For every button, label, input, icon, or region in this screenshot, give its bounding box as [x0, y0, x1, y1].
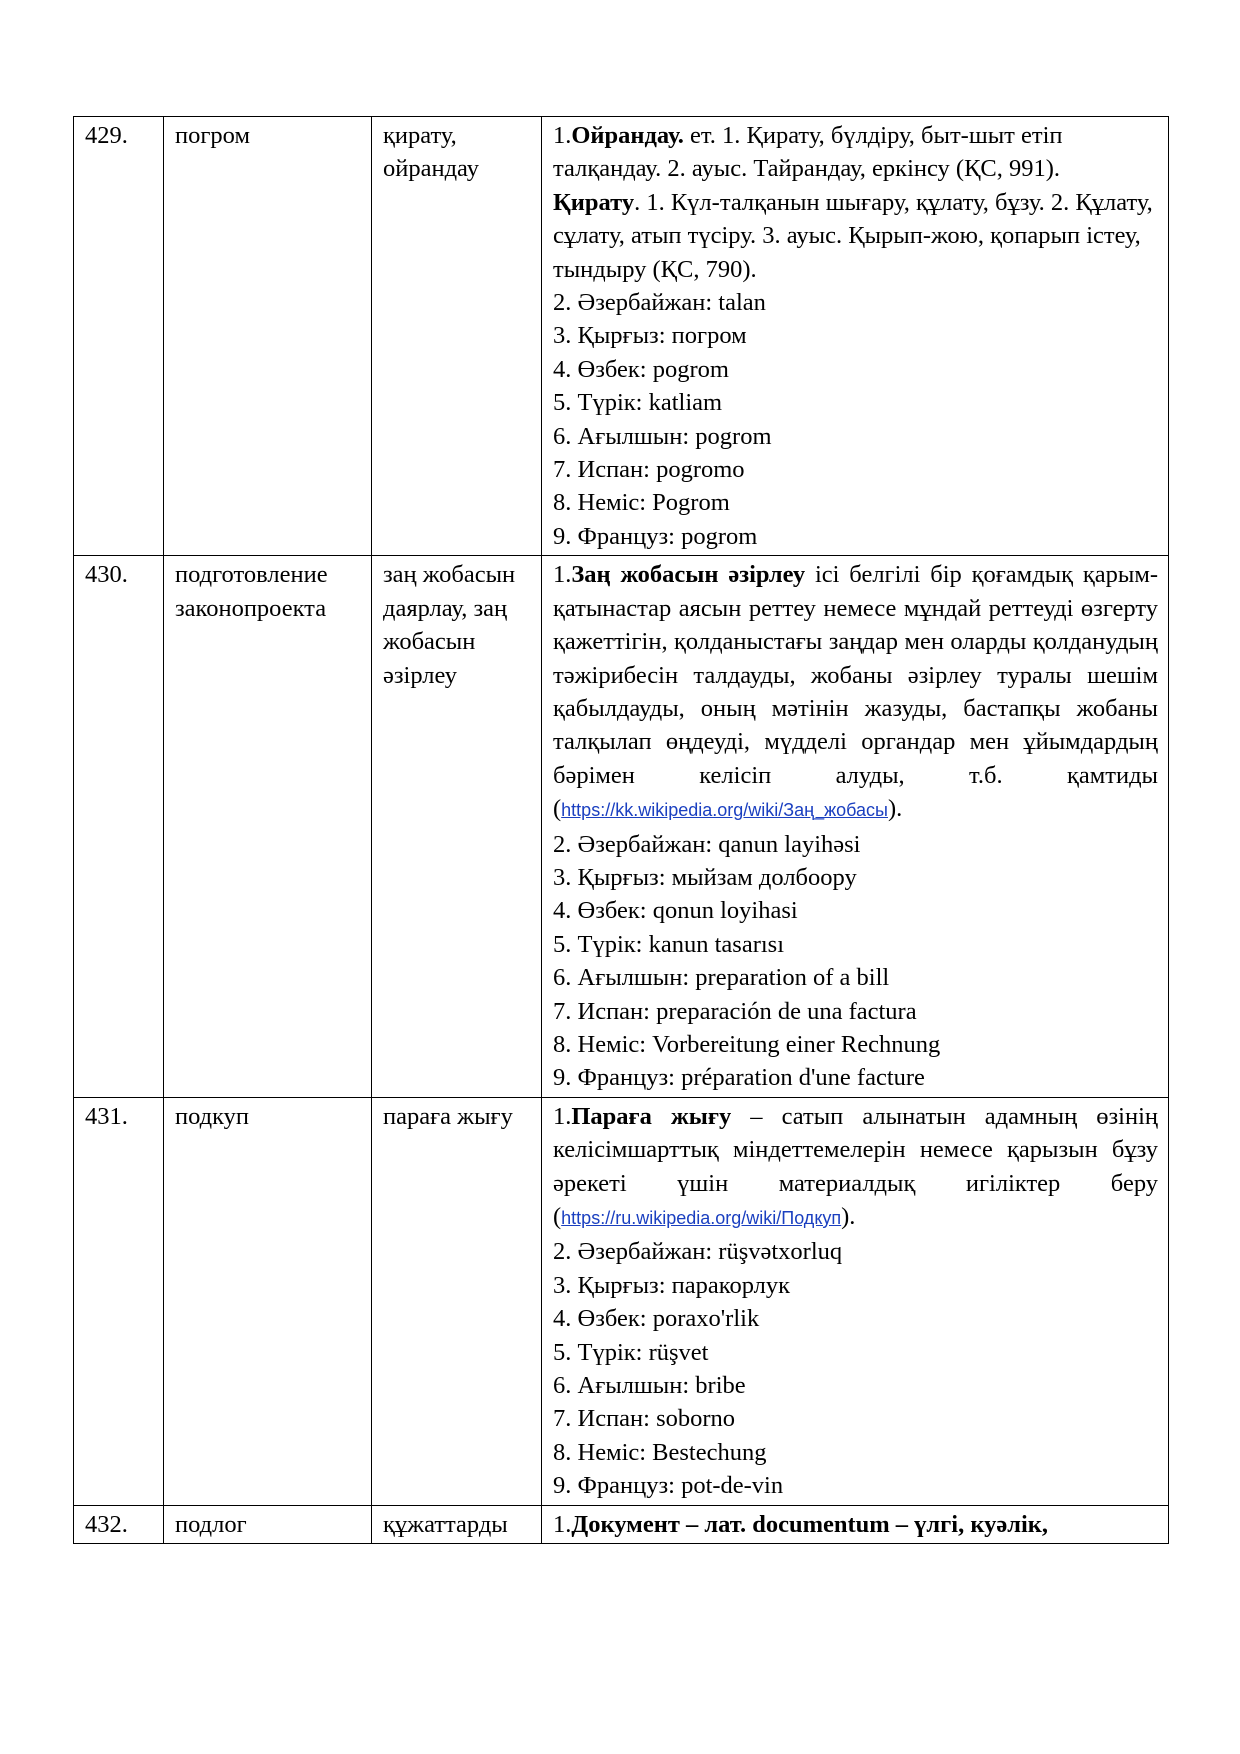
translation-line: 8. Неміс: Bestechung: [553, 1438, 767, 1466]
entry-number: 429.: [74, 117, 164, 556]
kazakh-term: заң жобасын даярлау, заң жобасын әзірлеу: [372, 556, 542, 1098]
glossary-table: [73, 116, 1169, 1544]
table-row: [74, 1097, 1169, 1505]
translation-line: 5. Түрік: katliam: [553, 389, 723, 417]
translation-line: 4. Өзбек: qonun loyihasi: [553, 897, 798, 925]
wikipedia-link[interactable]: https://kk.wikipedia.org/wiki/Заң_жобасы: [561, 800, 888, 821]
translation-line: 6. Ағылшын: pogrom: [553, 422, 772, 450]
kazakh-term: параға жығу: [372, 1097, 542, 1505]
translation-line: 9. Француз: pot-de-vin: [553, 1472, 784, 1500]
table-row: [74, 556, 1169, 1098]
entry-number: 432.: [74, 1505, 164, 1543]
russian-term: подлог: [164, 1505, 372, 1543]
entry-number: 431.: [74, 1097, 164, 1505]
translation-line: 3. Қырғыз: мыйзам долбоору: [553, 863, 857, 891]
translation-line: 2. Әзербайжан: rüşvətxorluq: [553, 1238, 843, 1266]
translation-line: 7. Испан: soborno: [553, 1405, 736, 1433]
definition-term: Ойрандау.: [571, 122, 684, 149]
definition-cell: 1.Документ – лат. documentum – үлгі, куәлік,: [542, 1505, 1169, 1543]
translation-line: 8. Неміс: Pogrom: [553, 489, 730, 517]
definition-paragraph: 1.Заң жобасын әзірлеу ісі белгілі бір қоғамдық қарым-қатынастар аясын реттеу немесе мұндай реттеуді өзгерту қажеттігін, қолданыстағы заңдар мен оларды қолданудың тәжірибесін талдауды, жобаны әзірлеу туралы шешім қабылдауды, оның мәтінін жазуды, бастапқы жобаны талқылап өңдеуді, мүдделі органдар мен ұйымдардың бәрімен келісіп алуды, т.б. қамтиды (https://kk.wikipedia.org/wiki/Заң_жобасы).: [553, 561, 1158, 823]
definition-term: Параға жығу: [571, 1102, 732, 1130]
definition-paragraph: 1.Параға жығу – сатып алынатын адамның өзінің келісімшарттық міндеттемелерін немесе қарызын бұзу әрекеті үшін материалдық игіліктер беру (https://ru.wikipedia.org/wiki/Подкуп).: [553, 1102, 1158, 1230]
translation-line: 5. Түрік: kanun tasarısı: [553, 930, 785, 958]
translation-line: 8. Неміс: Vorbereitung einer Rechnung: [553, 1030, 941, 1058]
translation-line: 7. Испан: pogromo: [553, 456, 745, 484]
wikipedia-link[interactable]: https://ru.wikipedia.org/wiki/Подкуп: [561, 1208, 842, 1228]
translation-line: 2. Әзербайжан: talan: [553, 289, 766, 317]
translation-line: 9. Француз: pogrom: [553, 522, 758, 550]
translation-line: 6. Ағылшын: preparation of a bill: [553, 964, 890, 992]
definition-term: Документ – лат. documentum – үлгі, куәлік,: [571, 1510, 1049, 1538]
kazakh-term: қирату, ойрандау: [372, 117, 542, 556]
definition-cell: [542, 1097, 1169, 1505]
translation-line: 3. Қырғыз: паракорлук: [553, 1271, 790, 1299]
definition-paragraph: 1.Ойрандау. ет. 1. Қирату, бүлдіру, быт-шыт етіп талқандау. 2. ауыс. Тайрандау, еркінсу (ҚС, 991).: [553, 122, 1063, 183]
russian-term: подготовление законопроекта: [164, 556, 372, 1098]
definition-cell: [542, 556, 1169, 1098]
definition-paragraph: Қирату. 1. Күл-талқанын шығару, құлату, бұзу. 2. Құлату, сұлату, атып түсіру. 3. ауыс. Қырып-жою, қопарып істеу, тындыру (ҚС, 790).: [553, 188, 1153, 283]
translation-line: 4. Өзбек: pogrom: [553, 355, 729, 383]
table-row: [74, 117, 1169, 556]
definition-term: Қирату: [553, 188, 635, 216]
translation-line: 6. Ағылшын: bribe: [553, 1372, 746, 1400]
translation-line: 5. Түрік: rüşvet: [553, 1338, 709, 1366]
definition-term: Заң жобасын әзірлеу: [571, 561, 806, 589]
entry-number: 430.: [74, 556, 164, 1098]
table-row: [74, 1505, 1169, 1543]
glossary-page: [73, 116, 1168, 1544]
translation-line: 2. Әзербайжан: qanun layihəsi: [553, 830, 861, 858]
translation-line: 7. Испан: preparación de una factura: [553, 997, 917, 1025]
kazakh-term: құжаттарды: [372, 1505, 542, 1543]
translation-line: 3. Қырғыз: погром: [553, 322, 747, 350]
translation-line: 9. Француз: préparation d'une facture: [553, 1064, 925, 1092]
definition-cell: [542, 117, 1169, 556]
translation-line: 4. Өзбек: poraxo'rlik: [553, 1305, 760, 1333]
russian-term: подкуп: [164, 1097, 372, 1505]
russian-term: погром: [164, 117, 372, 556]
